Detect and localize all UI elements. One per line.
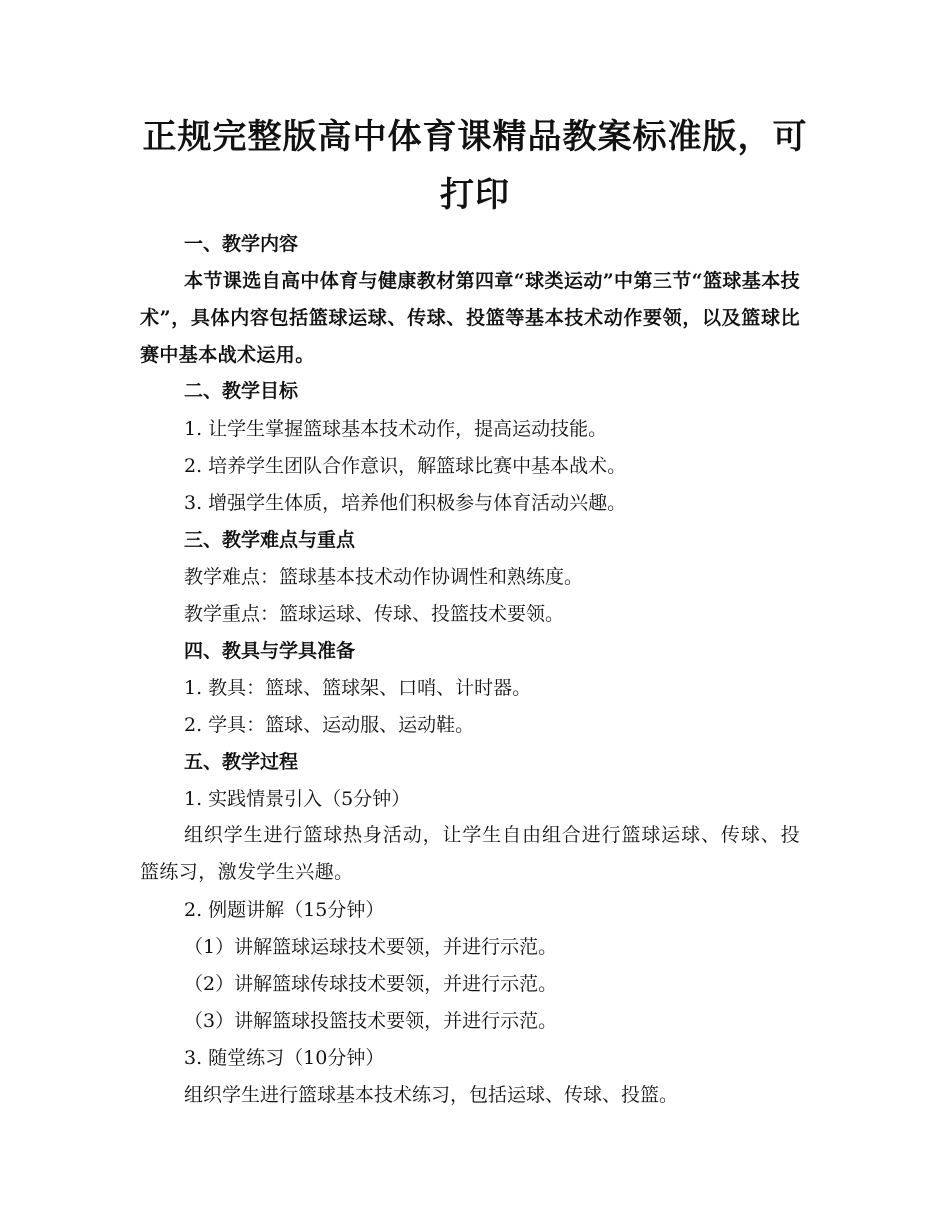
objective-item: 2. 培养学生团队合作意识，解篮球比赛中基本战术。 bbox=[184, 455, 627, 477]
process-step-title: 1. 实践情景引入（5分钟） bbox=[184, 788, 411, 810]
objective-item: 1. 让学生掌握篮球基本技术动作，提高运动技能。 bbox=[184, 418, 608, 440]
process-step-text: 组织学生进行篮球基本技术练习，包括运球、传球、投篮。 bbox=[184, 1084, 679, 1106]
objective-item: 3. 增强学生体质，培养他们积极参与体育活动兴趣。 bbox=[184, 492, 627, 514]
section-heading-content: 一、教学内容 bbox=[184, 233, 299, 255]
tools-item: 2. 学具：篮球、运动服、运动鞋。 bbox=[184, 714, 475, 736]
process-step-text: 组织学生进行篮球热身活动，让学生自由组合进行篮球运球、传球、投篮练习，激发学生兴趣。 bbox=[140, 824, 800, 883]
process-substep: （1）讲解篮球运球技术要领，并进行示范。 bbox=[184, 936, 558, 958]
section-heading-difficulty: 三、教学难点与重点 bbox=[184, 529, 356, 551]
content-paragraph: 本节课选自高中体育与健康教材第四章“球类运动”中第三节“篮球基本技术”，具体内容包括篮球运球、传球、投篮等基本技术动作要领，以及篮球比赛中基本战术运用。 bbox=[140, 270, 800, 366]
process-step-title: 3. 随堂练习（10分钟） bbox=[184, 1047, 385, 1069]
section-heading-process: 五、教学过程 bbox=[184, 751, 299, 773]
process-step-title: 2. 例题讲解（15分钟） bbox=[184, 899, 385, 921]
section-heading-objectives: 二、教学目标 bbox=[184, 380, 299, 402]
difficulty-item: 教学难点：篮球基本技术动作协调性和熟练度。 bbox=[184, 566, 584, 588]
tools-item: 1. 教具：篮球、篮球架、口哨、计时器。 bbox=[184, 677, 532, 699]
difficulty-item: 教学重点：篮球运球、传球、投篮技术要领。 bbox=[184, 603, 565, 625]
process-substep: （3）讲解篮球投篮技术要领，并进行示范。 bbox=[184, 1010, 558, 1032]
process-substep: （2）讲解篮球传球技术要领，并进行示范。 bbox=[184, 973, 558, 995]
document-title: 正规完整版高中体育课精品教案标准版，可打印 bbox=[142, 117, 808, 215]
section-heading-tools: 四、教具与学具准备 bbox=[184, 640, 356, 662]
